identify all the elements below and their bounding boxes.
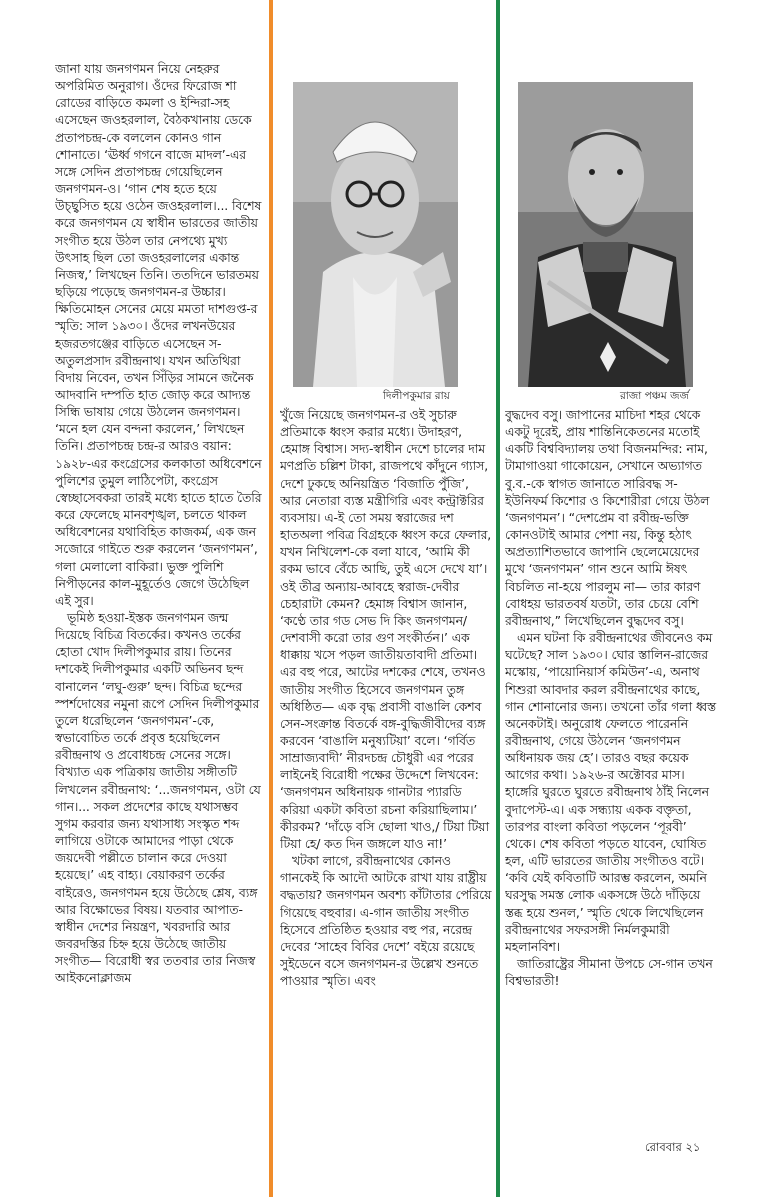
dilip-kumar-roy-photo xyxy=(293,82,458,387)
paragraph: ভূমিষ্ঠ হওয়া-ইস্তক জনগণমন জন্ম দিয়েছে বিচিত্র বিতর্কের। কখনও তর্কের হোতা খোদ দিলীপকুমার রায়। তিনের দশকেই দিলীপকুমার একটি অভিনব ছন্দ বানালেন ‘লঘু-গুরু’ ছন্দ। বিচিত্র ছন্দের স্পর্শদোষের নমুনা রূপে সেদিন দিলীপকুমার তুলে ধরেছিলেন ‘জনগণমন’-কে, স্বভাবোচিত তর্কে প্রবৃত্ত হয়েছিলেন রবীন্দ্রনাথ ও প্রবোধচন্দ্র সেনের সঙ্গে। বিখ্যাত এক পত্রিকায় জাতীয় সঙ্গীতটি লিখলেন রবীন্দ্রনাথ: ‘...জনগণমন, ওটা যে গান।... সকল প্রদেশের কাছে যথাসম্ভব সুগম করবার জন্য যথাসাধ্য সংস্কৃত শব্দ লাগিয়ে ওটাকে আমাদের পাড়া থেকে জয়দেবী পল্লীতে চালান করে দেওয়া হয়েছে।’ এহ বাহ্য। বেয়াকরণ তর্কের বাইরেও, জনগণমন হয়ে উঠেছে শ্লেষ, ব্যঙ্গ আর বিক্ষোভের বিষয়। যতবার আপাত-স্বাধীন দেশের নিয়ন্ত্রণ, খবরদারি আর জবরদস্তির চিহ্ন হয়ে উঠেছে জাতীয় সংগীত— বিরোধী স্বর ততবার তার নিজস্ব আইকনোক্লাজম xyxy=(55,610,261,986)
paragraph: বুদ্ধদেব বসু। জাপানের মাচিদা শহর থেকে একটু দূরেই, প্রায় শান্তিনিকেতনের মতোই একটি বিশ্ববিদ্যালয় তথা বিজনমন্দির: নাম, টামাগাওয়া গাকোয়েন, সেখানে অভ্যাগত বু.ব.-কে স্বাগত জানাতে সারিবদ্ধ স-ইউনিফর্ম কিশোর ও কিশোরীরা গেয়ে উঠল ‘জনগণমন’। “দেশপ্রেম বা রবীন্দ্র-ভক্তি কোনওটাই আমার পেশা নয়, কিন্তু হঠাৎ অপ্রত্যাশিতভাবে জাপানি ছেলেমেয়েদের মুখে ‘জনগণমন’ গান শুনে আমি ঈষৎ বিচলিত না-হয়ে পারলুম না— তার কারণ বোধহয় ভারতবর্ষ যতটা, তার চেয়ে বেশি রবীন্দ্রনাথ,” লিখেছিলেন বুদ্ধদেব বসু। xyxy=(505,407,710,628)
king-george-v-photo xyxy=(518,82,693,387)
paragraph: জাতিরাষ্ট্রের সীমানা উপচে সে-গান তখন বিশ্বভারতী! xyxy=(505,956,713,989)
paragraph: খুঁজে নিয়েছে জনগণমন-র ওই সুচারু প্রতিমাকে ধ্বংস করার মধ্যে। উদাহরণ, হেমাঙ্গ বিশ্বাস। সদ্য-স্বাধীন দেশে চালের দাম মণপ্রতি চল্লিশ টাকা, রাজপথে কাঁদুনে গ্যাস, দেশে ঢুকছে অনিয়ন্ত্রিত ‘বিজাতি পুঁজি’, আর নেতারা ব্যস্ত মন্ত্রীগিরি এবং কন্ট্রাক্টরির ব্যবসায়। এ-ই তো সময় স্বরাজের দশ হাতঅলা পবিত্র বিগ্রহকে ধ্বংস করে ফেলার, যখন নিখিলেশ-কে বলা যাবে, ‘আমি কী রকম ভাবে বেঁচে আছি, তুই এসে দেখে যা’। ওই তীব্র অন্যায়-আবহে স্বরাজ-দেবীর চেহারাটা কেমন? হেমাঙ্গ বিশ্বাস জানান, ‘কণ্ঠে তার গড সেভ দি কিং জনগণমন/ দেশবাসী করো তার গুণ সংকীর্তন।’ এক ধাক্কায় খসে পড়ল জাতীয়তাবাদী প্রতিমা। এর বহু পরে, আটের দশকের শেষে, তখনও জাতীয় সংগীত হিসেবে জনগণমন তুঙ্গ অধিষ্ঠিত— এক বৃদ্ধ প্রবাসী বাঙালি কেশব সেন-সংক্রান্ত বিতর্কে বঙ্গ-বুদ্ধিজীবীদের ব্যঙ্গ করবেন ‘বাঙালি মনুষ্যটিয়া’ বলে। ‘গর্বিত সাম্রাজ্যবাদী’ নীরদচন্দ্র চৌধুরী এর পরের লাইনেই বিরোধী পক্ষের উদ্দেশে লিখবেন: ‘জনগণমন অধিনায়ক গানটার প্যারডি করিয়া একটা কবিতা রচনা করিয়াছিলাম।’ কীরকম? ‘দাঁড়ে বসি ছোলা খাও,/ টিয়া টিয়া টিয়া হে/ কত দিন জঙ্গলে যাও না!’ xyxy=(280,407,492,851)
green-divider-stripe xyxy=(496,0,500,1197)
photo-caption-george: রাজা পঞ্চম জর্জ xyxy=(620,390,689,402)
article-column-1 xyxy=(55,60,263,986)
paragraph: খটকা লাগে, রবীন্দ্রনাথের কোনও গানকেই কি আদৌ আটকে রাখা যায় রাষ্ট্রীয় বদ্ধতায়? জনগণমন অবশ্য কাঁটাতার পেরিয়ে গিয়েছে বহুবার। এ-গান জাতীয় সংগীত হিসেবে প্রতিষ্ঠিত হওয়ার বহু পর, নরেন্দ্র দেবের ‘সাহেব বিবির দেশে’ বইয়ে রয়েছে সুইডেনে বসে জনগণমন-র উল্লেখ শুনতে পাওয়ার স্মৃতি। এবং xyxy=(280,853,492,989)
photo-caption-dilip: দিলীপকুমার রায় xyxy=(383,390,450,402)
page-folio: রোববার ২১ xyxy=(645,1140,701,1154)
paragraph: এমন ঘটনা কি রবীন্দ্রনাথের জীবনেও কম ঘটেছে? সাল ১৯৩০। ঘোর স্তালিন-রাজের মস্কোয়, ‘পায়োনিয়ার্স কমিউন’-এ, অনাথ শিশুরা আবদার করল রবীন্দ্রনাথের কাছে, গান শোনানোর জন্য। তখনো তাঁর গলা ধ্বস্ত অনেকটাই। অনুরোধ ফেলতে পারেননি রবীন্দ্রনাথ, গেয়ে উঠলেন ‘জনগণমন অধিনায়ক জয় হে’। তারও বছর কয়েক আগের কথা। ১৯২৬-র অক্টোবর মাস। হাঙ্গেরি ঘুরতে ঘুরতে রবীন্দ্রনাথ ঠাঁই নিলেন বুদাপেস্ট-এ। এক সন্ধ্যায় একক বক্তৃতা, তারপর বাংলা কবিতা পড়লেন ‘পূরবী’ থেকে। শেষ কবিতা পড়তে যাবেন, ঘোষিত হল, এটি ভারতের জাতীয় সংগীতও বটে। ‘কবি যেই কবিতাটি আরম্ভ করলেন, অমনি ঘরসুদ্ধ সমস্ত লোক একসঙ্গে উঠে দাঁড়িয়ে স্তব্ধ হয়ে শুনল,’ স্মৃতি থেকে লিখেছিলেন রবীন্দ্রনাথের সফরসঙ্গী নির্মলকুমারী মহলানবিশ। xyxy=(505,630,716,954)
article-column-2 xyxy=(280,406,492,989)
paragraph: জানা যায় জনগণমন নিয়ে নেহরুর অপরিমিত অনুরাগ। ওঁদের ফিরোজ শা রোডের বাড়িতে কমলা ও ইন্দিরা-সহ এসেছেন জওহরলাল, বৈঠকখানায় ডেকে প্রতাপচন্দ্র-কে বললেন কোনও গান শোনাতে। ‘ঊর্ধ্ব গগনে বাজে মাদল’-এর সঙ্গে সেদিন প্রতাপচন্দ্র গেয়েছিলেন জনগণমন-ও। ‘গান শেষ হতে হয়ে উচ্ছ্বসিত হয়ে ওঠেন জওহরলাল।... বিশেষ করে জনগণমন যে স্বাধীন ভারতের জাতীয় সংগীত হয়ে উঠল তার নেপথ্যে মুখ্য উৎসাহ ছিল তো জওহরলালের একান্ত নিজস্ব,’ লিখছেন তিনি। ততদিনে ভারতময় ছড়িয়ে পড়েছে জনগণমন-র উচ্চার। ক্ষিতিমোহন সেনের মেয়ে মমতা দাশগুপ্ত-র স্মৃতি: সাল ১৯৩০। ওঁদের লখনউয়ের হজরতগঞ্জের বাড়িতে এসেছেন স-অতুলপ্রসাদ রবীন্দ্রনাথ। যখন অতিথিরা বিদায় নিবেন, তখন সিঁড়ির সামনে জনৈক আদবানি দম্পতি হাত জোড় করে আদ্যন্ত সিন্ধি ভাষায় গেয়ে উঠলেন জনগণমন। ‘মনে হল যেন বন্দনা করলেন,’ লিখছেন তিনি। প্রতাপচন্দ্র চন্দ্র-র আরও বয়ান: ১৯২৮-এর কংগ্রেসের কলকাতা অধিবেশনে পুলিশের তুমুল লাঠিপেটা, কংগ্রেস স্বেচ্ছাসেবকরা তারই মধ্যে হাতে হাতে তৈরি করে ফেলেছে মানবশৃঙ্খল, চলতে থাকল অধিবেশনের যথাবিহিত কাজকর্ম, এক জন সজোরে গাইতে শুরু করলেন ‘জনগণমন’, গলা মেলালো বাকিরা। ভুক্ত পুলিশি নিপীড়নের কাল-মুহূর্তেও জেগে উঠেছিল এই সুর। xyxy=(55,61,262,608)
article-column-3 xyxy=(505,406,717,989)
orange-divider-stripe xyxy=(269,0,273,1197)
